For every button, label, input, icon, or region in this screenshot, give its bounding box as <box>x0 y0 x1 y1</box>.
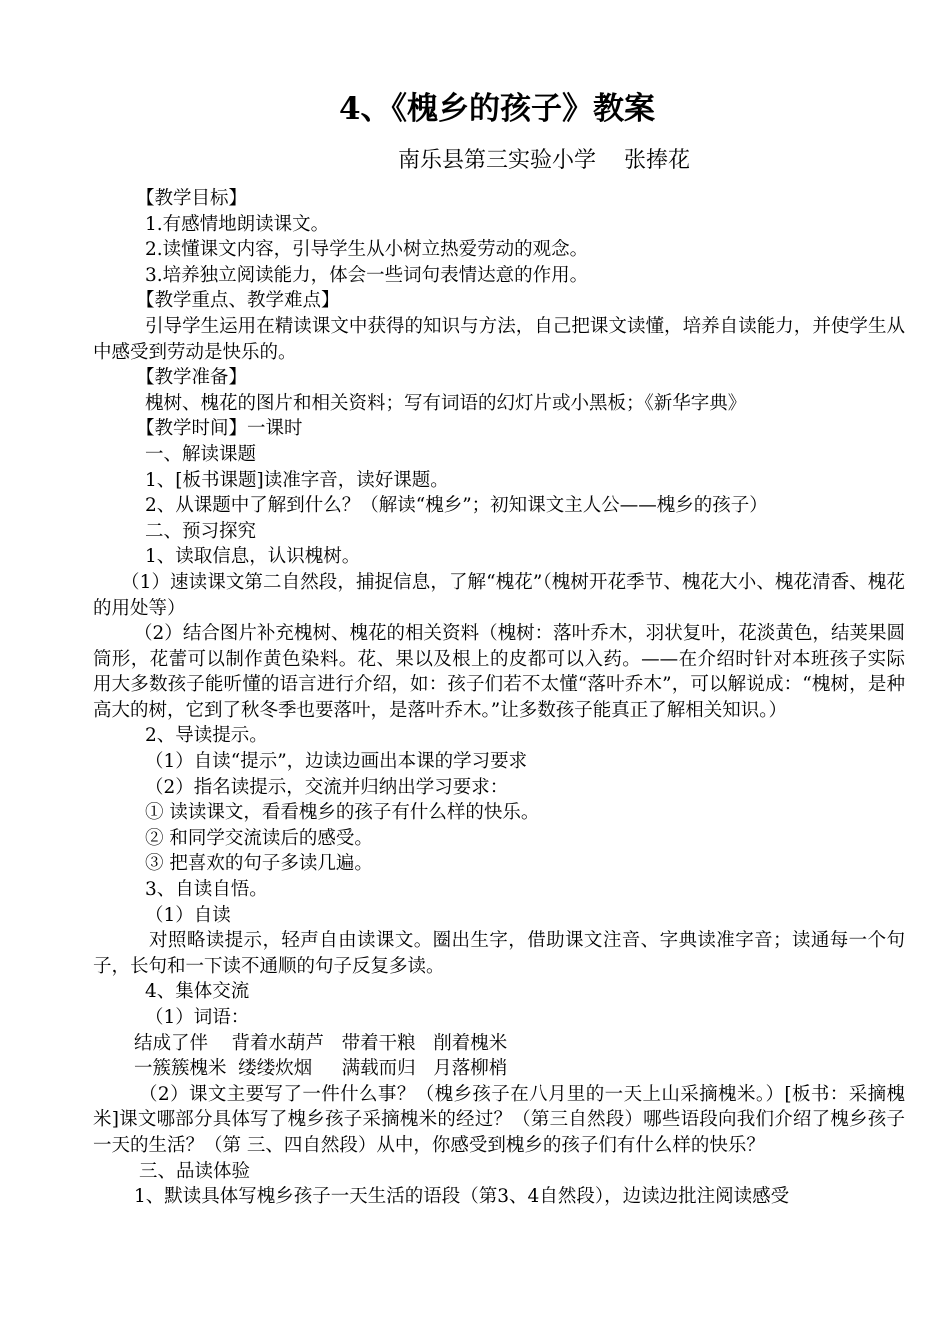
sub-item: （1）词语： <box>145 1007 250 1028</box>
author-line: 南乐县第三实验小学 张捧花 <box>398 148 690 173</box>
word-list-row: 结成了伴 背着水葫芦 带着干粮 削着槐米 <box>134 1032 508 1054</box>
focus-paragraph: 引导学生运用在精读课文中获得的知识与方法，自己把课文读懂，培养自读能力，并使学生从中感受到劳动是快乐的。 <box>93 315 905 363</box>
section-heading: 二、预习探究 <box>145 520 257 542</box>
list-item: 4、集体交流 <box>145 981 250 1003</box>
sub-item-paragraph: （2）课文主要写了一件什么事？（槐乡孩子在八月里的一天上山采摘槐米。）[板书：采摘槐米]课文哪部分具体写了槐乡孩子采摘槐米的经过？（第三自然段）哪些语段向我们介绍了槐乡孩子一天的生活？（第 三、四自然段）从中，你感受到槐乡的孩子们有什么样的快乐？ <box>93 1083 905 1156</box>
requirement-item: ① 读读课文，看看槐乡的孩子有什么样的快乐。 <box>145 802 540 824</box>
sub-item: （1）自读“提示”，边读边画出本课的学习要求 <box>145 751 528 773</box>
goal-item: 3.培养独立阅读能力，体会一些词句表情达意的作用。 <box>145 264 589 286</box>
requirement-item: ② 和同学交流读后的感受。 <box>145 827 373 849</box>
list-item: 2、从课题中了解到什么？（解读“槐乡”；初知课文主人公——槐乡的孩子） <box>145 495 768 517</box>
word-list-row: 一簇簇槐米 缕缕炊烟 满载而归 月落柳梢 <box>134 1058 508 1080</box>
prep-heading: 【教学准备】 <box>136 367 248 389</box>
sub-item: （2）指名读提示，交流并归纳出学习要求： <box>145 776 509 798</box>
list-item: 2、导读提示。 <box>145 725 268 747</box>
section-heading: 三、品读体验 <box>139 1160 251 1182</box>
document-title: 4、《槐乡的孩子》教案 <box>338 91 656 127</box>
time-heading: 【教学时间】一课时 <box>136 418 303 440</box>
focus-heading: 【教学重点、教学难点】 <box>136 290 340 312</box>
goals-heading: 【教学目标】 <box>136 188 248 209</box>
goal-item: 2.读懂课文内容，引导学生从小树立热爱劳动的观念。 <box>145 239 589 261</box>
sub-item-paragraph: （2）结合图片补充槐树、槐花的相关资料（槐树：落叶乔木，羽状复叶，花淡黄色，结荚果圆筒形，花蕾可以制作黄色染料。花、果以及根上的皮都可以入药。——在介绍时针对本班孩子实际用大多数孩子能听懂的语言进行介绍，如：孩子们若不太懂“落叶乔木”，可以解说成：“槐树，是种高大的树，它到了秋冬季也要落叶，是落叶乔木。”让多数孩子能真正了解相关知识。） <box>93 623 905 721</box>
list-item: 1、读取信息，认识槐树。 <box>145 546 361 568</box>
list-item: 1、默读具体写槐乡孩子一天生活的语段（第3、4自然段），边读边批注阅读感受 <box>134 1186 790 1208</box>
section-heading: 一、解读课题 <box>145 443 257 465</box>
goal-item: 1.有感情地朗读课文。 <box>145 213 330 235</box>
sub-item-paragraph: （1）速读课文第二自然段，捕捉信息，了解“槐花”（槐树开花季节、槐花大小、槐花清香、槐花的用处等） <box>93 571 905 619</box>
document-body <box>93 186 905 1210</box>
requirement-item: ③ 把喜欢的句子多读几遍。 <box>145 853 373 875</box>
body-paragraph: 对照略读提示，轻声自由读课文。圈出生字，借助课文注音、字典读准字音；读通每一个句子，长句和一下读不通顺的句子反复多读。 <box>93 930 905 977</box>
list-item: 1、[板书课题]读准字音，读好课题。 <box>145 469 449 491</box>
prep-paragraph: 槐树、槐花的图片和相关资料；写有词语的幻灯片或小黑板；《新华字典》 <box>145 392 747 414</box>
sub-item: （1）自读 <box>145 904 231 926</box>
list-item: 3、自读自悟。 <box>145 879 268 901</box>
